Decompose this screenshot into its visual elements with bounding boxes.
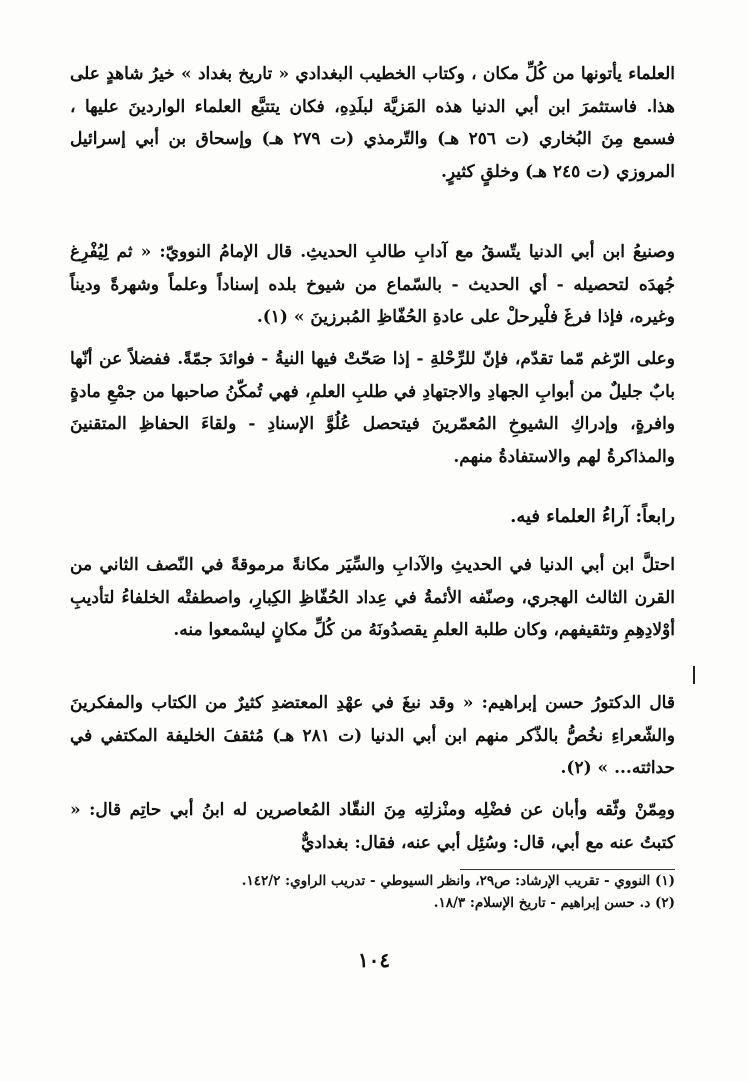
paragraph-6: ومِمّنْ وثّقه وأبان عن فضْلِه ومنْزلتِه مِنَ النقّاد المُعاصرين له ابنُ أبي حاتِم قال: « كتبتُ عنه مع أبي، قال: وسُئِل أبي عنه، فقال: بغداديٌّ (70, 800, 675, 853)
footnotes (70, 870, 675, 914)
page-number: ١٠٤ (357, 948, 391, 972)
paragraph-5: قال الدكتورُ حسن إبراهيم: « وقد نبغَ في عهْدِ المعتضدِ كثيرٌ من الكتاب والمفكرينَ والشّعراءِ نخُصُّ بالذّكر منهم ابن أبي الدنيا (ت ٢٨١ هـ) مُثقفَ الخليفة المكتفي في حداثته... » (٢). (70, 693, 675, 778)
margin-mark (693, 666, 695, 684)
footnote-2: (٢) د. حسن إبراهيم - تاريخ الإسلام: ١٨/٣. (433, 895, 675, 911)
section-heading: رابعاً: آراءُ العلماء فيه. (510, 506, 675, 527)
paragraph-1: العلماء يأتونها من كُلِّ مكان ، وكتاب الخطيب البغدادي « تاريخ بغداد » خيرُ شاهدٍ على هذا. فاستثمرَ ابن أبي الدنيا هذه المَزيَّة لبلَدِهِ، فكان يتتبَّع العلماء الواردينَ عليها ، فسمع مِنَ البُخاري (ت ٢٥٦ هـ) والتّرمذي (ت ٢٧٩ هـ) وإسحاق بن أبي إسرائيل المروزي (ت ٢٤٥ هـ) وخلقٍ كثيرٍ. (70, 64, 675, 182)
paragraph-2: وصنيعُ ابن أبي الدنيا يتّسقُ مع آدابِ طالبِ الحديثِ. قال الإمامُ النوويّ: « ثم لِيُفْرِغ جُهدَه لتحصيله - أي الحديث - بالسّماع من شيوخ بلده إسناداً وعلماً وشهرةً وديناً وغيره، فإذا فرغَ فلْيرحلْ على عادةِ الحُفّاظِ المُبرزينَ » (١). (70, 242, 675, 327)
paragraph-4: احتلَّ ابن أبي الدنيا في الحديثِ والآدابِ والسِّيَر مكانةً مرموقةً في النّصف الثاني من القرن الثالث الهجري، وصنّفه الأئمةُ في عِداد الحُفّاظِ الكِبارِ، واصطفتْه الخلفاءُ لتأديبِ أوْلادِهِمِ وتثقيفهم، وكان طلبة العلمِ يقصدُونَهُ من كُلِّ مكانٍ ليسْمعوا منه. (70, 555, 675, 640)
page-body (70, 58, 675, 914)
footnote-1: (١) النووي - تقريب الإرشاد: ص٢٩، وانظر السيوطي - تدريب الراوي: ١٤٢/٢. (241, 873, 675, 889)
paragraph-3: وعلى الرّغم مّما تقدّم، فإنّ للرِّحْلةِ - إذا صَحّتْ فيها النيةُ - فوائدَ جمّةً. ففضلاً عن أنّها بابٌ جليلٌ من أبوابِ الجهادِ والاجتهادِ في طلبِ العلمِ، فهي تُمكّنُ صاحبها من جمْعِ مادةٍ وافرةٍ، وإدراكِ الشيوخِ المُعمّرينَ فيتحصل عُلُوَّ الإسنادِ - ولقاءَ الحفاظِ المتقنينَ والمذاكرةُ لهم والاستفادةُ منهم. (70, 349, 675, 467)
